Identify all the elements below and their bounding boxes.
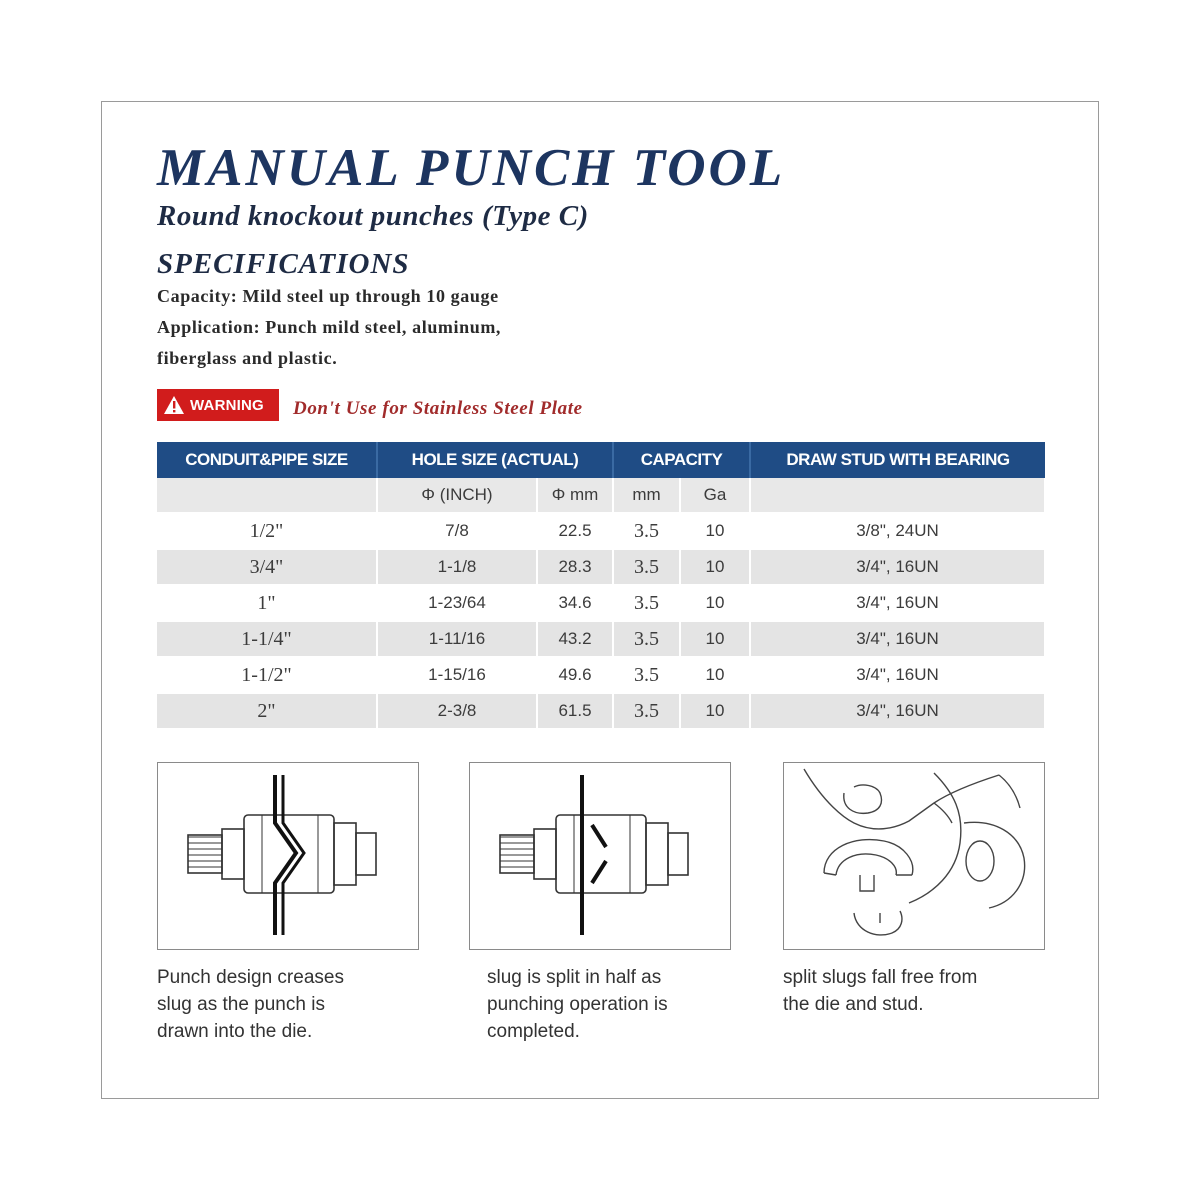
application-text-line2: fiberglass and plastic. xyxy=(157,348,338,368)
table-header-row xyxy=(157,442,1045,478)
capacity-mm-cell: 3.5 xyxy=(613,693,680,729)
subheader-capacity-mm: mm xyxy=(613,478,680,513)
draw-stud-cell: 3/4", 16UN xyxy=(750,693,1045,729)
table-subheader-row xyxy=(157,478,1045,513)
caption-line: slug is split in half as xyxy=(487,967,662,988)
specifications-table xyxy=(157,442,1046,730)
table-row xyxy=(157,621,1045,657)
specifications-heading: SPECIFICATIONS xyxy=(157,248,410,280)
warning-badge xyxy=(157,389,279,421)
conduit-size-cell: 3/4" xyxy=(157,549,377,585)
hole-mm-cell: 34.6 xyxy=(537,585,613,621)
step-panel-fall-free xyxy=(783,762,1045,950)
capacity-mm-cell: 3.5 xyxy=(613,513,680,549)
draw-stud-cell: 3/8", 24UN xyxy=(750,513,1045,549)
capacity-mm-cell: 3.5 xyxy=(613,657,680,693)
capacity-gauge-cell: 10 xyxy=(680,693,750,729)
subheader-inch: Φ (INCH) xyxy=(377,478,537,513)
caption-line: punching operation is xyxy=(487,994,668,1015)
hole-inch-cell: 1-23/64 xyxy=(377,585,537,621)
conduit-size-cell: 1" xyxy=(157,585,377,621)
hole-mm-cell: 61.5 xyxy=(537,693,613,729)
warning-badge-label: WARNING xyxy=(190,396,264,414)
header-hole-size: HOLE SIZE (ACTUAL) xyxy=(377,442,613,478)
table-row xyxy=(157,549,1045,585)
subheader-cell xyxy=(750,478,1045,513)
caption-line: slug as the punch is xyxy=(157,994,325,1015)
caption-line: the die and stud. xyxy=(783,994,924,1015)
capacity-mm-cell: 3.5 xyxy=(613,549,680,585)
capacity-mm-cell: 3.5 xyxy=(613,621,680,657)
caption-line: split slugs fall free from xyxy=(783,967,978,988)
caption-line: completed. xyxy=(487,1021,580,1042)
capacity-gauge-cell: 10 xyxy=(680,513,750,549)
capacity-gauge-cell: 10 xyxy=(680,657,750,693)
conduit-size-cell: 1-1/2" xyxy=(157,657,377,693)
hole-mm-cell: 22.5 xyxy=(537,513,613,549)
subtitle: Round knockout punches (Type C) xyxy=(157,200,589,232)
warning-note: Don't Use for Stainless Steel Plate xyxy=(293,398,583,419)
capacity-text: Capacity: Mild steel up through 10 gauge xyxy=(157,286,499,306)
table-row xyxy=(157,513,1045,549)
step-panel-crease xyxy=(157,762,419,950)
hole-inch-cell: 7/8 xyxy=(377,513,537,549)
capacity-gauge-cell: 10 xyxy=(680,549,750,585)
header-conduit-pipe-size: CONDUIT&PIPE SIZE xyxy=(157,442,377,478)
subheader-mm-diameter: Φ mm xyxy=(537,478,613,513)
hole-inch-cell: 1-11/16 xyxy=(377,621,537,657)
application-text-line1: Application: Punch mild steel, aluminum, xyxy=(157,317,502,337)
hole-inch-cell: 1-15/16 xyxy=(377,657,537,693)
conduit-size-cell: 1/2" xyxy=(157,513,377,549)
header-capacity: CAPACITY xyxy=(613,442,750,478)
subheader-cell xyxy=(157,478,377,513)
capacity-gauge-cell: 10 xyxy=(680,621,750,657)
slugs-fall-free-hand-icon xyxy=(784,763,1043,948)
table-row xyxy=(157,693,1045,729)
draw-stud-cell: 3/4", 16UN xyxy=(750,621,1045,657)
conduit-size-cell: 2" xyxy=(157,693,377,729)
step-caption-fall-free xyxy=(783,964,1023,1018)
hole-inch-cell: 2-3/8 xyxy=(377,693,537,729)
punch-crease-diagram-icon xyxy=(158,763,417,948)
hole-mm-cell: 43.2 xyxy=(537,621,613,657)
table-row xyxy=(157,657,1045,693)
step-panel-split xyxy=(469,762,731,950)
page-title: MANUAL PUNCH TOOL xyxy=(157,139,786,197)
hole-inch-cell: 1-1/8 xyxy=(377,549,537,585)
step-caption-crease xyxy=(157,964,397,1045)
capacity-mm-cell: 3.5 xyxy=(613,585,680,621)
table-row xyxy=(157,585,1045,621)
conduit-size-cell: 1-1/4" xyxy=(157,621,377,657)
draw-stud-cell: 3/4", 16UN xyxy=(750,549,1045,585)
caption-line: Punch design creases xyxy=(157,967,344,988)
draw-stud-cell: 3/4", 16UN xyxy=(750,585,1045,621)
draw-stud-cell: 3/4", 16UN xyxy=(750,657,1045,693)
capacity-gauge-cell: 10 xyxy=(680,585,750,621)
header-draw-stud: DRAW STUD WITH BEARING xyxy=(750,442,1045,478)
subheader-capacity-gauge: Ga xyxy=(680,478,750,513)
warning-triangle-icon xyxy=(163,395,185,415)
step-caption-split xyxy=(487,964,727,1045)
hole-mm-cell: 28.3 xyxy=(537,549,613,585)
slug-split-diagram-icon xyxy=(470,763,729,948)
hole-mm-cell: 49.6 xyxy=(537,657,613,693)
caption-line: drawn into the die. xyxy=(157,1021,313,1042)
